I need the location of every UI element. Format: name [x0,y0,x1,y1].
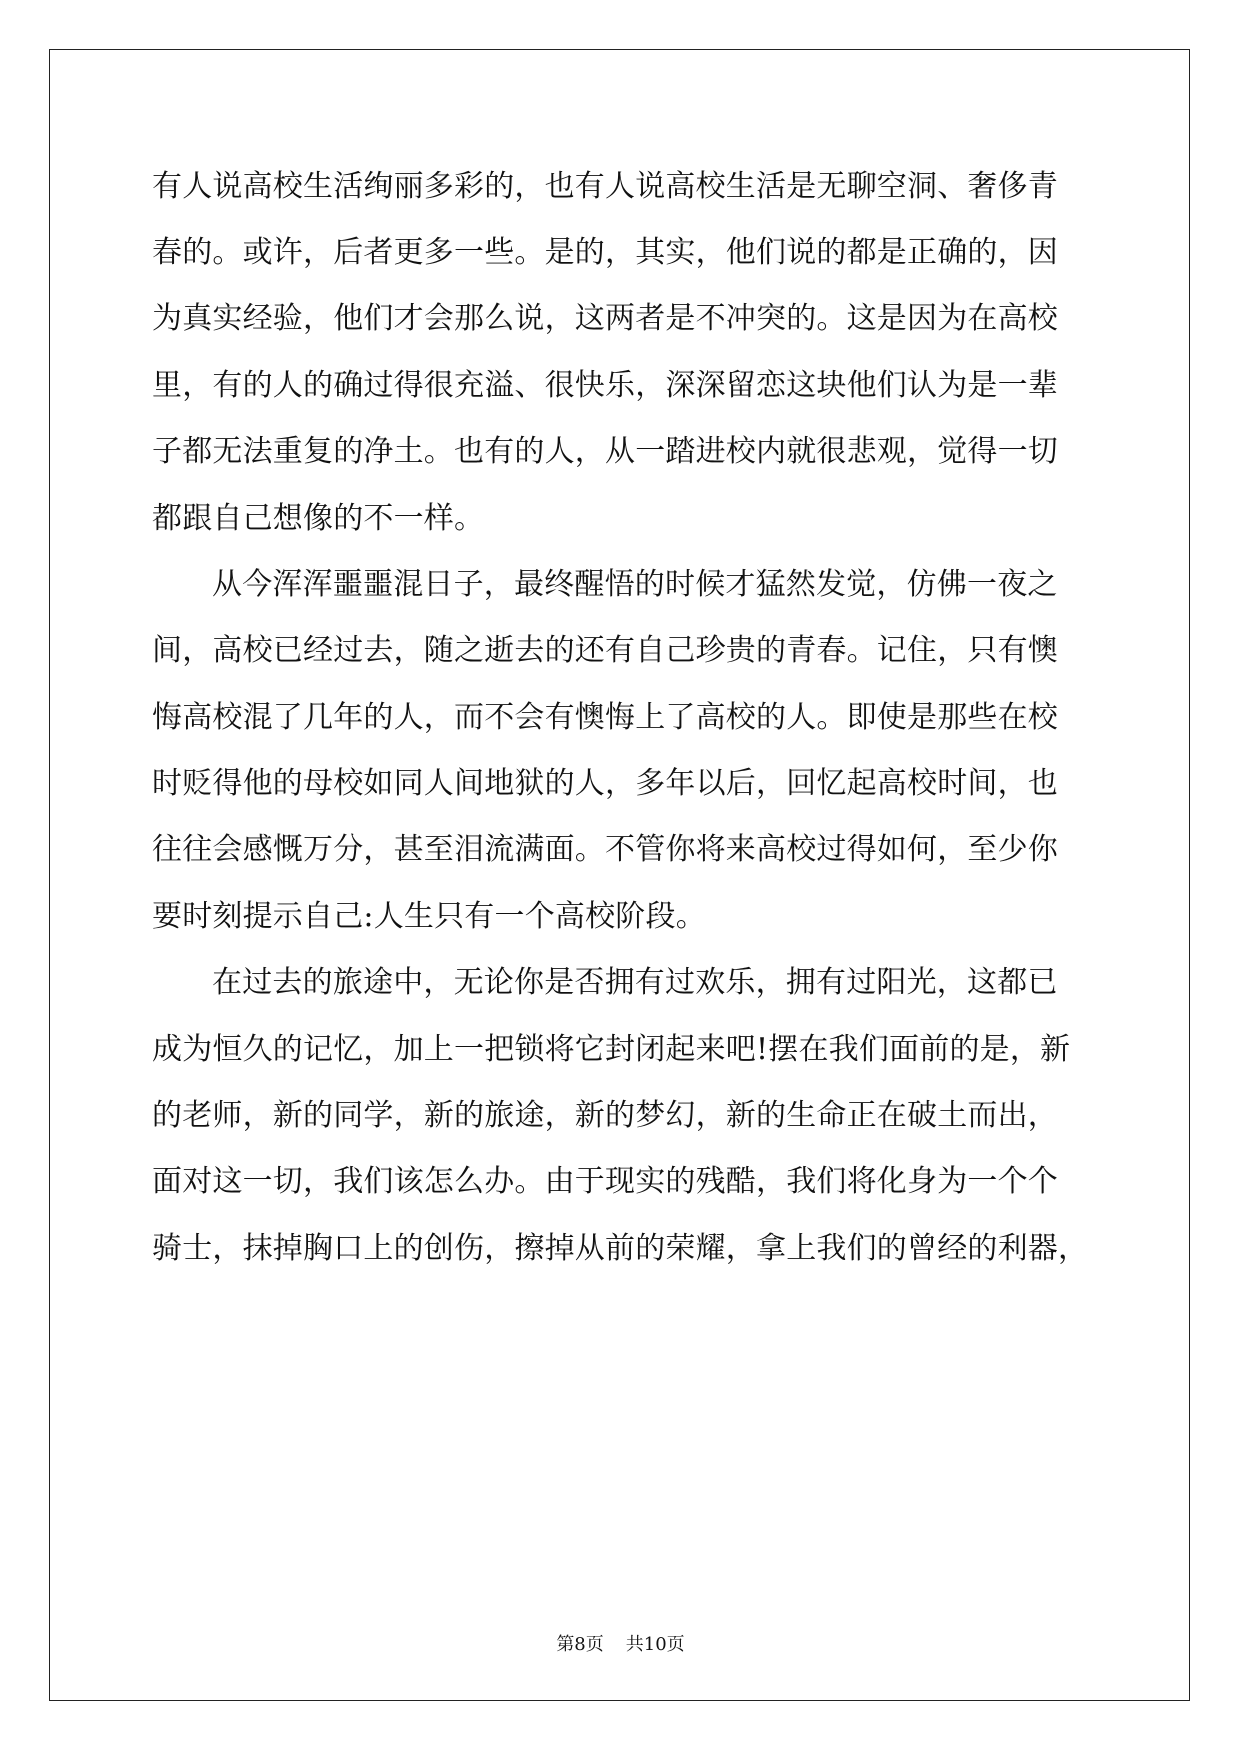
text-line: 有人说高校生活绚丽多彩的，也有人说高校生活是无聊空洞、奢侈青 [152,169,1058,204]
text-line: 在过去的旅途中，无论你是否拥有过欢乐，拥有过阳光，这都已 [212,965,1058,1000]
text-line: 间，高校已经过去，随之逝去的还有自己珍贵的青春。记住，只有懊 [152,633,1058,668]
text-line: 悔高校混了几年的人，而不会有懊悔上了高校的人。即使是那些在校 [152,700,1058,735]
text-line: 骑士，抹掉胸口上的创伤，擦掉从前的荣耀，拿上我们的曾经的利器， [152,1231,1089,1266]
text-line: 往往会感慨万分，甚至泪流满面。不管你将来高校过得如何，至少你 [152,832,1058,867]
text-line: 子都无法重复的净土。也有的人，从一踏进校内就很悲观，觉得一切 [152,434,1058,469]
text-line: 成为恒久的记忆，加上一把锁将它封闭起来吧!摆在我们面前的是，新 [152,1032,1071,1067]
text-line: 的老师，新的同学，新的旅途，新的梦幻，新的生命正在破土而出， [152,1098,1058,1133]
text-line: 里，有的人的确过得很充溢、很快乐，深深留恋这块他们认为是一辈 [152,368,1058,403]
text-line: 为真实经验，他们才会那么说，这两者是不冲突的。这是因为在高校 [152,301,1058,336]
page-number: 第8页 [556,1634,604,1655]
text-line: 春的。或许，后者更多一些。是的，其实，他们说的都是正确的，因 [152,235,1058,270]
text-line: 要时刻提示自己:人生只有一个高校阶段。 [152,899,706,934]
text-line: 都跟自己想像的不一样。 [152,501,485,536]
text-line: 面对这一切，我们该怎么办。由于现实的残酷，我们将化身为一个个 [152,1164,1058,1199]
text-line: 从今浑浑噩噩混日子，最终醒悟的时候才猛然发觉，仿佛一夜之 [212,567,1058,602]
page-border [49,49,1190,1701]
text-line: 时贬得他的母校如同人间地狱的人，多年以后，回忆起高校时间，也 [152,766,1058,801]
page-footer [0,1633,1241,1657]
page-total: 共10页 [625,1634,685,1655]
